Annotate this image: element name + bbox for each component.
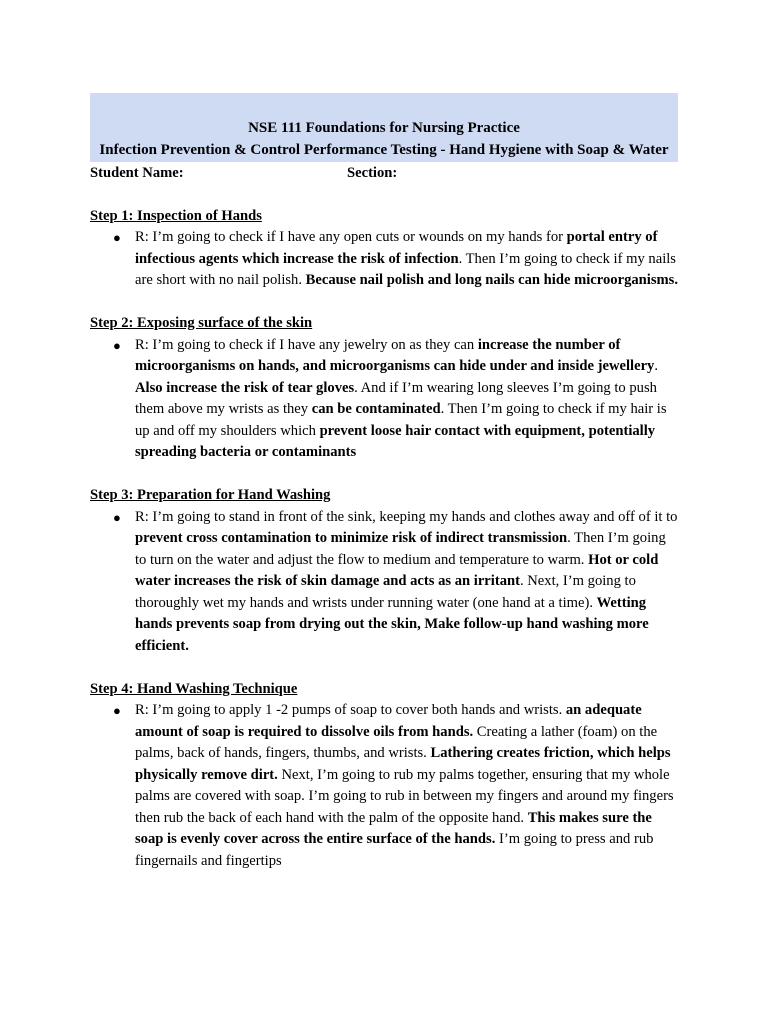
student-info-row	[90, 162, 678, 184]
step-4	[90, 679, 678, 873]
bullet-icon: ●	[113, 703, 121, 718]
body-text: R: I’m going to check if I have any jewelry on as they can	[135, 336, 478, 353]
bold-text: increase the number of microorganisms on hands, and microorganisms can hide under and inside jewellery	[135, 336, 655, 374]
body-text: . Then I’m going to check if my hair is up and off my shoulders which	[135, 401, 667, 439]
step-3	[90, 485, 678, 657]
step-title: Step 1: Inspection of Hands	[90, 207, 262, 224]
body-text: R: I’m going to check if I have any open cuts or wounds on my hands for	[135, 229, 567, 245]
body-text: R: I’m going to apply 1 -2 pumps of soap to cover both hands and wrists.	[135, 702, 566, 718]
test-title: Infection Prevention & Control Performance Testing - Hand Hygiene with Soap & Water	[99, 142, 669, 158]
course-title: NSE 111 Foundations for Nursing Practice	[248, 120, 520, 136]
bold-text: Lathering creates friction, which helps physically remove dirt.	[135, 745, 671, 783]
body-text: R: I’m going to stand in front of the sink, keeping my hands and clothes away and off of it to	[135, 508, 678, 525]
body-text: . And if I’m wearing long sleeves I’m going to push them above my wrists as they	[135, 379, 657, 417]
step-bullet	[90, 700, 678, 872]
bold-text: prevent loose hair contact with equipment, potentially spreading bacteria or contaminants	[135, 422, 656, 460]
body-text: . Then I’m going to turn on the water and adjust the flow to medium and temperature to warm.	[135, 530, 666, 568]
bold-text: Hot or cold water increases the risk of skin damage and acts as an irritant	[135, 551, 659, 589]
step-bullet	[90, 227, 678, 292]
document-header	[90, 93, 678, 162]
step-bullet	[90, 335, 678, 464]
document-page	[90, 93, 678, 872]
step-bullet	[90, 507, 678, 658]
bullet-icon: ●	[113, 337, 121, 353]
step-title: Step 4: Hand Washing Technique	[90, 680, 298, 697]
bullet-icon: ●	[113, 230, 121, 245]
body-text: I’m going to press and rub fingernails and fingertips	[135, 831, 654, 869]
step-title: Step 3: Preparation for Hand Washing	[90, 487, 331, 503]
bold-text: Wetting hands prevents soap from drying out the skin, Make follow-up hand washing more efficient.	[135, 594, 649, 654]
bullet-icon: ●	[113, 509, 121, 525]
student-name-label: Student Name:	[90, 165, 184, 181]
bold-text: This makes sure the soap is evenly cover across the entire surface of the hands.	[135, 809, 652, 847]
bold-text: Also increase the risk of tear gloves	[135, 379, 355, 396]
body-text: Next, I’m going to rub my palms together, ensuring that my whole palms are covered with soap. I’m going to rub in between my fingers and around my fingers then rub the back of each hand with the palm of the opposite hand.	[135, 766, 674, 826]
step-1	[90, 206, 678, 292]
steps-list	[90, 206, 678, 873]
bold-text: prevent cross contamination to minimize risk of indirect transmission	[135, 530, 568, 546]
step-title: Step 2: Exposing surface of the skin	[90, 315, 313, 331]
bold-text: an adequate amount of soap is required to dissolve oils from hands.	[135, 702, 642, 740]
body-text: . Then I’m going to check if my nails are short with no nail polish.	[135, 250, 676, 288]
bold-text: portal entry of infectious agents which increase the risk of infection	[135, 229, 658, 267]
body-text: .	[654, 358, 659, 374]
bold-text: Because nail polish and long nails can hide microorganisms.	[305, 272, 678, 288]
bold-text: can be contaminated	[311, 401, 441, 417]
section-label: Section:	[347, 165, 398, 181]
step-2	[90, 313, 678, 464]
body-text: . Next, I’m going to thoroughly wet my hands and wrists under running water (one hand at a time).	[135, 573, 636, 611]
body-text: Creating a lather (foam) on the palms, back of hands, fingers, thumbs, and wrists.	[135, 723, 658, 761]
